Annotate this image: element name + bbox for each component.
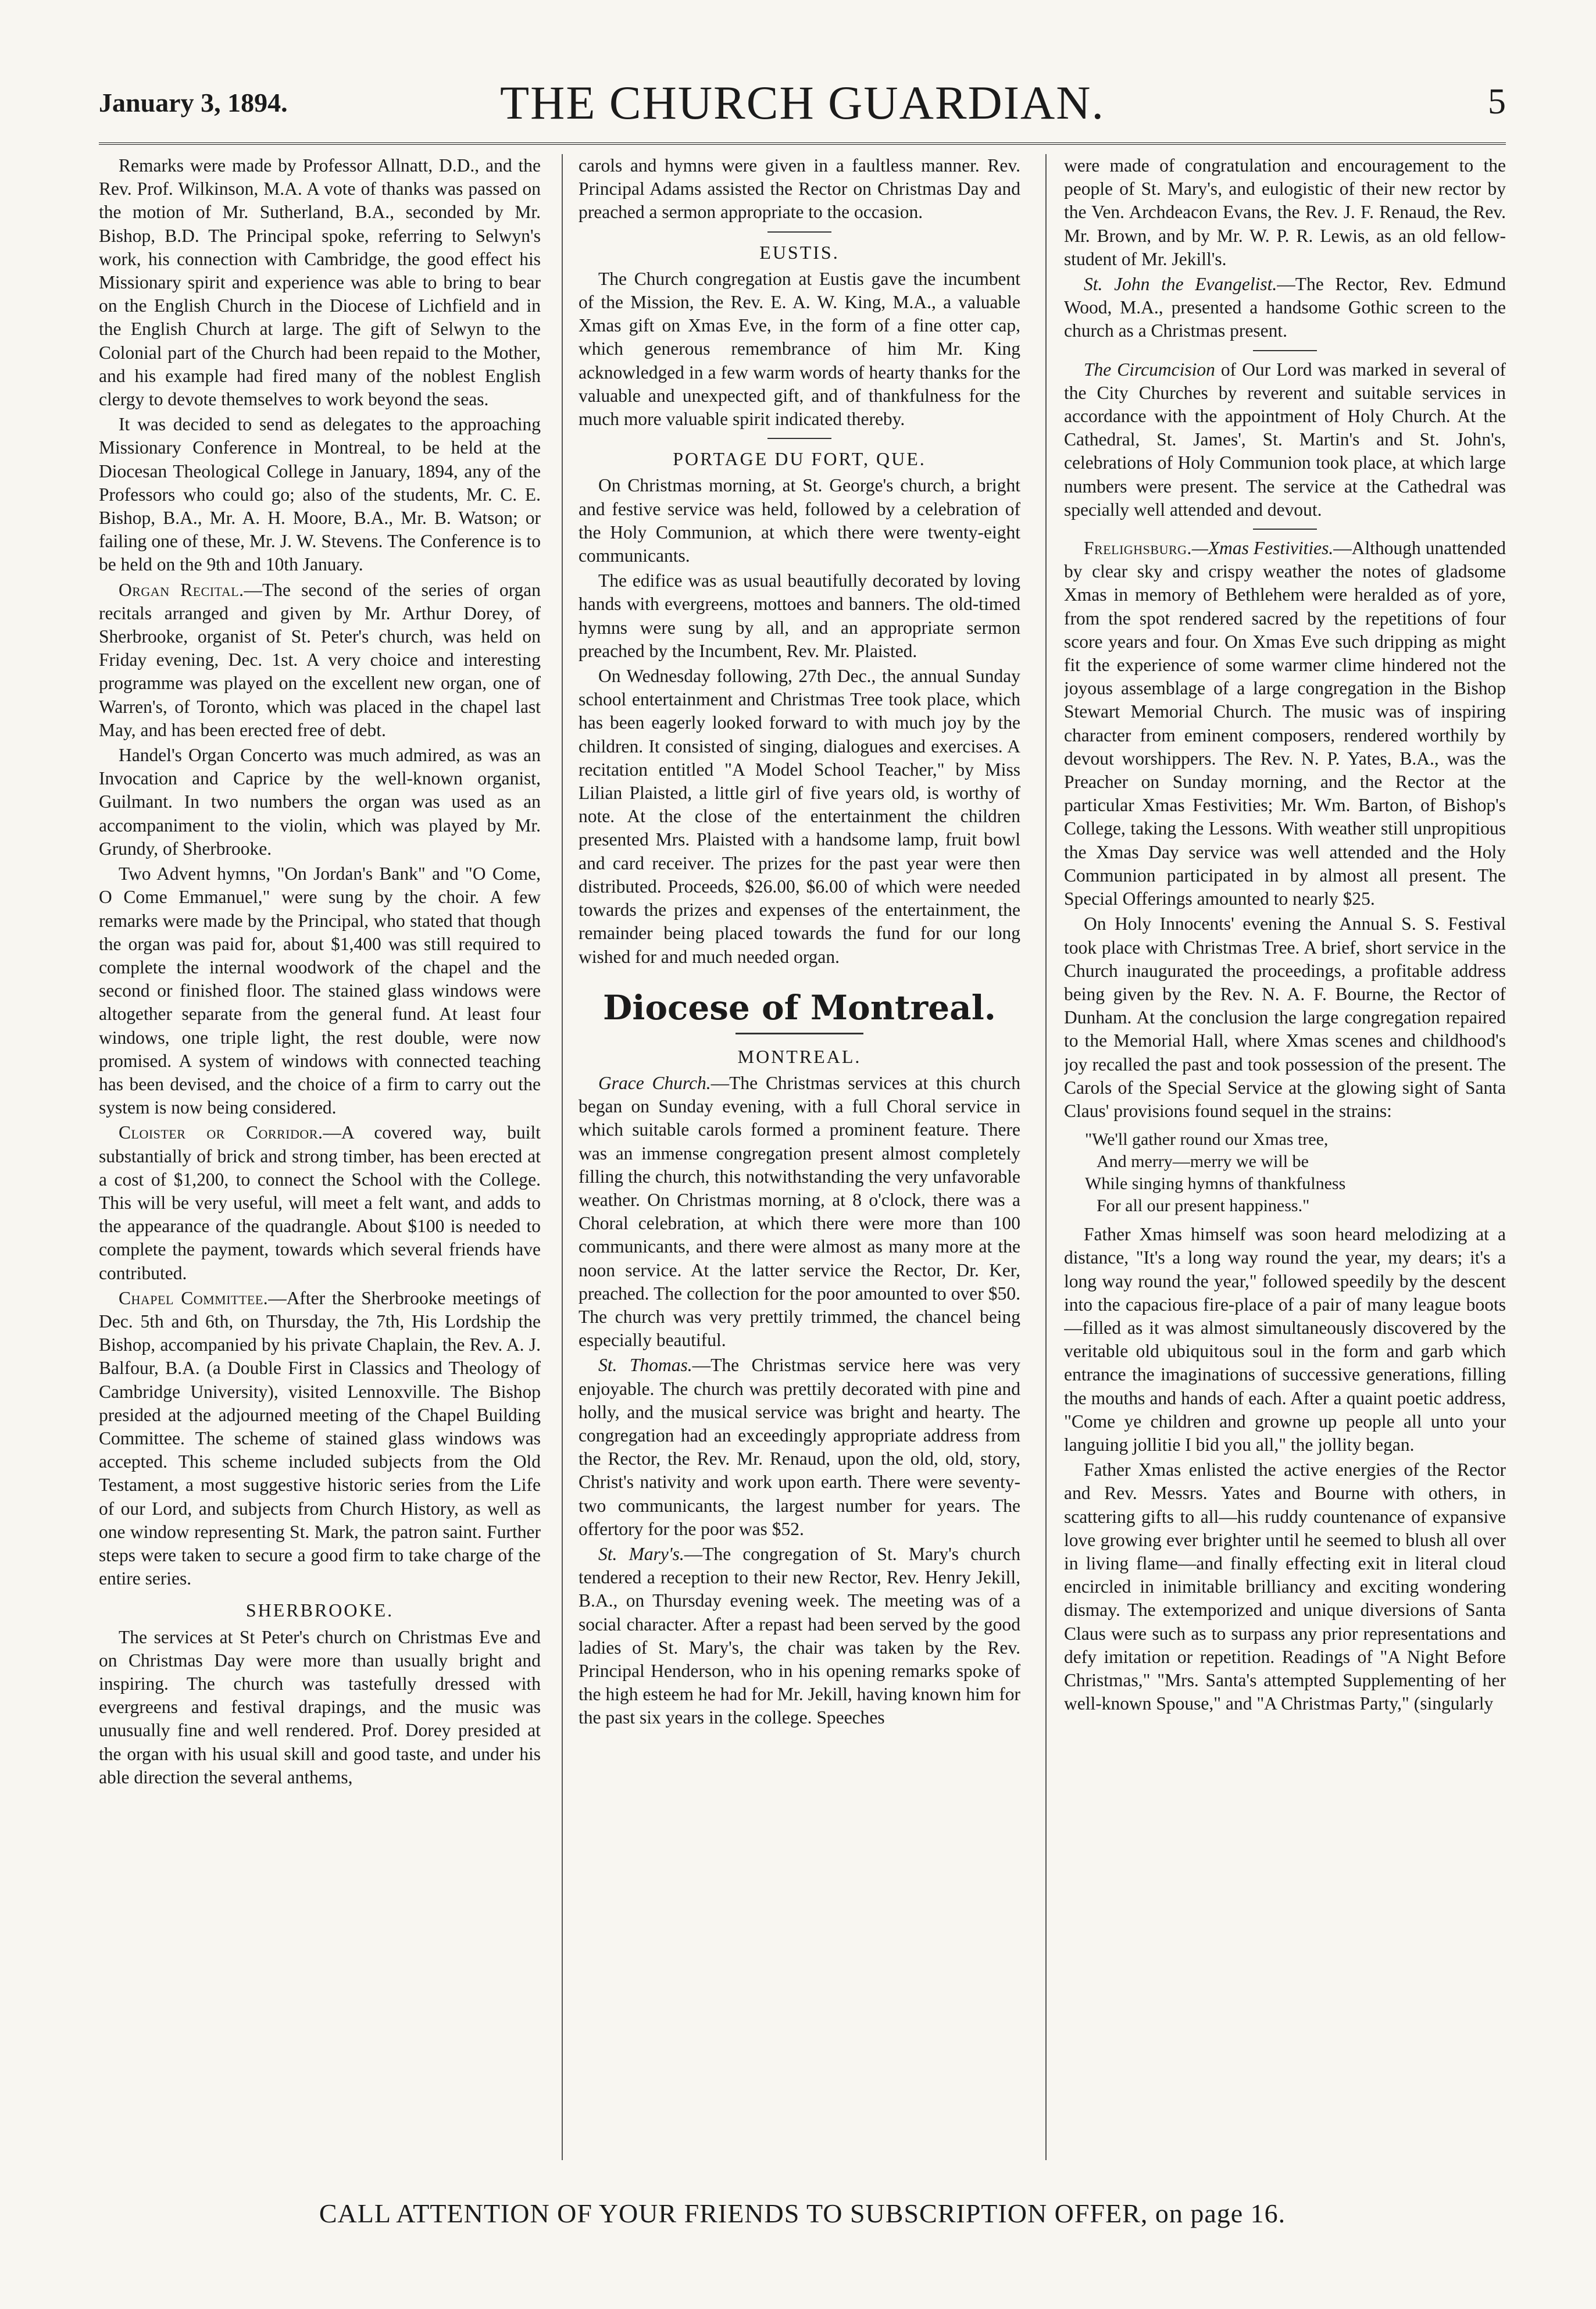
- column-divider: [1045, 154, 1047, 2160]
- article-paragraph: It was decided to send as delegates to the approaching Missionary Conference in Montreal, to be held at the Diocesan Theological College in January, 1894, any of the Professors who could go; also of the students, Mr. C. E. Bishop, B.A., Mr. A. H. Moore, B.A., Mr. B. Watson; or failing one of these, Mr. J. W. Stevens. The Conference is to be held on the 9th and 10th January.: [99, 414, 541, 575]
- column-3: [1064, 154, 1506, 2160]
- section-heading: PORTAGE DU FORT, QUE.: [673, 448, 926, 470]
- article-paragraph: Two Advent hymns, "On Jordan's Bank" and "O Come, O Come Emmanuel," were sung by the choir. A few remarks were made by the Principal, who stated that though the organ was paid for, about $1,400 was still required to complete the internal woodwork of the chapel and the second or finished floor. The stained glass windows were altogether separate from the general fund. At least four windows, one triple light, the rest double, were now promised. A system of windows with connected teaching has been devised, and the choice of a firm to carry out the system is now being considered.: [99, 863, 541, 1118]
- verse-line: While singing hymns of thankfulness: [1085, 1174, 1346, 1194]
- article-paragraph: [579, 1354, 1020, 1541]
- article-paragraph: [1064, 273, 1506, 343]
- subscription-footer: CALL ATTENTION OF YOUR FRIENDS TO SUBSCRIPTION OFFER, on page 16.: [319, 2199, 1286, 2228]
- paragraph-lead: St. Thomas.: [598, 1355, 692, 1376]
- column-divider: [562, 154, 563, 2160]
- paragraph-lead: Frelighsburg.: [1084, 538, 1192, 559]
- paragraph-text: —A covered way, built substantially of brick and strong timber, has been erected at a cost of $1,200, to connect the School with the College. This will be very useful, will meet a felt want, and adds to the appearance of the quadrangle. About $100 is needed to complete the payment, towards which several friends have contributed.: [99, 1122, 541, 1283]
- article-paragraph: [99, 1287, 541, 1591]
- paragraph-lead: St. John the Evangelist.: [1084, 274, 1277, 295]
- article-paragraph: Father Xmas himself was soon heard melodizing at a distance, "It's a long way round the year, my dears; it's a long way round the year," followed speedily by the descent into the capacious fire-place of a pair of many league boots—filled as it was almost simultaneously discovered by the veritable old ubiquitous soul in the form and garb which entrance the imaginations of successive generations, filling the mouths and hands of each. After a quaint poetic address, "Come ye children and growne up people all unto your languing jollitie I bid you all," the jollity began.: [1064, 1224, 1506, 1455]
- header-rule: [99, 142, 1506, 145]
- section-heading: EUSTIS.: [759, 241, 840, 263]
- diocese-heading: Diocese of Montreal.: [603, 987, 996, 1027]
- section-divider: [767, 438, 831, 439]
- paragraph-text: —The congregation of St. Mary's church tendered a reception to their new Rector, Rev. Henry Jekill, B.A., on Thursday evening week. The meeting was of a social character. After a repast had been served by the good ladies of St. Mary's, the chair was taken by the Rev. Principal Henderson, who in his opening remarks spoke of the high esteem he had for Mr. Jekill, having known him for the past six years in the college. Speeches: [579, 1543, 1020, 1728]
- issue-date: January 3, 1894.: [99, 88, 288, 117]
- paragraph-lead: St. Mary's.: [598, 1543, 684, 1564]
- article-paragraph: Father Xmas enlisted the active energies of the Rector and Rev. Messrs. Yates and Bourne with others, in scattering gifts to all—his ruddy countenance of expansive love growing ever brighter until he seemed to blush all over in living flame—and finally effecting exit in literal cloud encircled in inimitable brilliancy and exciting wondering dismay. The extemporized and unique diversions of Santa Claus were such as to surpass any prior representations and defy imitation or repetition. Readings of "A Night Before Christmas," "Mrs. Santa's attempted Supplementing of her well-known Spouse," and "A Christmas Party," (singularly: [1064, 1459, 1506, 1714]
- article-paragraph: [1064, 358, 1506, 522]
- paragraph-lead: The Circumcision: [1084, 359, 1215, 380]
- paragraph-text: of Our Lord was marked in several of the City Churches by reverent and suitable services in accordance with the appointment of Holy Church. At the Cathedral, St. James', St. Martin's and St. John's, celebrations of Holy Communion took place, at which large numbers were present. The service at the Cathedral was specially well attended and devout.: [1064, 359, 1506, 520]
- paragraph-text: —After the Sherbrooke meetings of Dec. 5th and 6th, on Thursday, the 7th, His Lordship the Bishop, accompanied by his private Chaplain, the Rev. A. J. Balfour, B.A. (a Double First in Classics and Theology of Cambridge University), visited Lennoxville. The Bishop presided at the adjourned meeting of the Chapel Building Committee. The scheme of stained glass windows was accepted. This scheme included subjects from the Old Testament, a most suggestive historic series from the Life of our Lord, and subjects from Church History, as well as one window representing St. Mark, the patron saint. Further steps were taken to secure a good firm to take charge of the entire series.: [99, 1287, 541, 1589]
- article-paragraph: [99, 1121, 541, 1284]
- article-paragraph: carols and hymns were given in a faultless manner. Rev. Principal Adams assisted the Rector on Christmas Day and preached a sermon appropriate to the occasion.: [579, 155, 1020, 223]
- newspaper-title: THE CHURCH GUARDIAN.: [500, 76, 1105, 129]
- article-paragraph: Handel's Organ Concerto was much admired, as was an Invocation and Caprice by the well-known organist, Guilmant. In two numbers the organ was used as an accompaniment to the violin, which was played by Mr. Grundy, of Sherbrooke.: [99, 745, 541, 859]
- section-heading: MONTREAL.: [737, 1045, 862, 1067]
- paragraph-lead: Organ Recital.: [119, 579, 244, 600]
- paragraph-lead-italic: —Xmas Festivities.: [1191, 538, 1334, 559]
- page-number: 5: [1488, 82, 1506, 122]
- paragraph-text: —The second of the series of organ recitals arranged and given by Mr. Arthur Dorey, of Sherbrooke, organist of St. Peter's church, was held on Friday evening, Dec. 1st. A very choice and interesting programme was played on the excellent new organ, one of Warren's, of Toronto, which was placed in the chapel last May, and has been erected free of debt.: [99, 579, 541, 740]
- paragraph-lead: Chapel Committee.: [119, 1287, 269, 1308]
- article-paragraph: The edifice was as usual beautifully decorated by loving hands with evergreens, mottoes and banners. The old-timed hymns were sung by all, and an appropriate sermon preached by the Incumbent, Rev. Mr. Plaisted.: [579, 570, 1020, 661]
- article-paragraph: On Holy Innocents' evening the Annual S. S. Festival took place with Christmas Tree. A brief, short service in the Church inaugurated the proceedings, a profitable address being given by the Rev. N. A. F. Bourne, the Rector of Dunham. At the conclusion the large congregation repaired to the Memorial Hall, where Xmas scenes and childhood's joy recalled the past and took possession of the present. The Carols of the Special Service at the glowing sight of Santa Claus' provisions found sequel in the strains:: [1064, 913, 1506, 1121]
- article-paragraph: Remarks were made by Professor Allnatt, D.D., and the Rev. Prof. Wilkinson, M.A. A vote of thanks was passed on the motion of Mr. Sutherland, B.A., seconded by Mr. Bishop, B.D. The Principal spoke, referring to Selwyn's work, his connection with Cambridge, the good effect his Missionary spirit and experience was able to bring to bear on the English Church in the Diocese of Lichfield and in the English Church at large. The gift of Selwyn to the Colonial part of the Church had been repaid to the Mother, and his example had fired many of the noblest English clergy to devote themselves to work beyond the seas.: [99, 155, 541, 410]
- paragraph-text: —The Christmas services at this church began on Sunday evening, with a full Choral service in which suitable carols formed a prominent feature. There was an immense congregation present almost completely filling the church, this notwithstanding the very unfavorable weather. On Christmas morning, at 8 o'clock, there was a Choral celebration, at which there were more than 100 communicants, and there were almost as many more at the noon service. At the latter service the Rector, Dr. Ker, preached. The collection for the poor amounted to over $50. The church was very prettily trimmed, the chancel being especially beautiful.: [579, 1072, 1020, 1351]
- section-divider: [767, 231, 831, 233]
- column-2: [579, 154, 1020, 2160]
- paragraph-text: —The Christmas service here was very enjoyable. The church was prettily decorated with pine and holly, and the musical service was bright and hearty. The congregation had an exceedingly appropriate address from the Rector, the Rev. Mr. Renaud, upon the old, old, story, Christ's nativity and work upon earth. There were seventy-two communicants, the largest number for years. The offertory for the poor was $52.: [579, 1355, 1020, 1539]
- column-1: [99, 154, 541, 2160]
- paragraph-text: —Although unattended by clear sky and crispy weather the notes of gladsome Xmas in memory of Bethlehem were heralded as of yore, from the spot rendered sacred by the repetitions of four score years and four. On Xmas Eve such dripping as might fit the experience of some warmer clime hindered not the joyous assemblage of a large congregation in the Bishop Stewart Memorial Church. The music was of inspiring character from eminent composers, rendered worthily by devout worshippers. The Rev. N. P. Yates, B.A., was the Preacher on Sunday morning, and the Rector at the particular Xmas Festivities; Mr. Wm. Barton, of Bishop's College, taking the Lessons. With weather still unpropitious the Xmas Day service was well attended and the Holy Communion participated in by almost all present. The Special Offerings amounted to nearly $25.: [1064, 538, 1506, 909]
- section-heading: SHERBROOKE.: [245, 1600, 394, 1621]
- section-divider: [1253, 529, 1317, 530]
- section-divider: [1253, 350, 1317, 351]
- paragraph-lead: Cloister or Corridor.: [119, 1122, 323, 1143]
- page-header: [99, 70, 1506, 140]
- section-divider: [735, 1033, 863, 1034]
- verse-line: For all our present happiness.": [1097, 1196, 1310, 1216]
- article-paragraph: On Christmas morning, at St. George's church, a bright and festive service was held, followed by a celebration of the Holy Communion, at which there were twenty-eight communicants.: [579, 475, 1020, 566]
- article-paragraph: [99, 579, 541, 742]
- paragraph-lead: Grace Church.: [598, 1072, 711, 1093]
- article-paragraph: The Church congregation at Eustis gave the incumbent of the Mission, the Rev. E. A. W. King, M.A., a valuable Xmas gift on Xmas Eve, in the form of a fine otter cap, which generous remembrance of him Mr. King acknowledged in a few warm words of hearty thanks for the valuable and unexpected gift, and of thankfulness for the much more valuable spirit indicated thereby.: [579, 268, 1020, 430]
- carol-verse: [1085, 1129, 1506, 1217]
- verse-line: "We'll gather round our Xmas tree,: [1085, 1130, 1329, 1150]
- article-paragraph: The services at St Peter's church on Christmas Eve and on Christmas Day were more than usually bright and inspiring. The church was tastefully dressed with evergreens and festival drapings, and the music was unusually fine and well rendered. Prof. Dorey presided at the organ with his usual skill and good taste, and under his able direction the several anthems,: [99, 1626, 541, 1787]
- verse-line: And merry—merry we will be: [1097, 1152, 1309, 1172]
- article-paragraph: [579, 1072, 1020, 1352]
- article-paragraph: [1064, 537, 1506, 911]
- article-paragraph: [579, 1543, 1020, 1730]
- article-paragraph: were made of congratulation and encouragement to the people of St. Mary's, and eulogistic of their new rector by the Ven. Archdeacon Evans, the Rev. J. F. Renaud, the Rev. Mr. Brown, and by Mr. W. P. R. Lewis, as an old fellow-student of Mr. Jekill's.: [1064, 155, 1506, 269]
- article-paragraph: On Wednesday following, 27th Dec., the annual Sunday school entertainment and Christmas Tree took place, which has been eagerly looked forward to with much joy by the children. It consisted of singing, dialogues and exercises. A recitation entitled "A Model School Teacher," by Miss Lilian Plaisted, a little girl of five years old, is worthy of note. At the close of the entertainment the children presented Mrs. Plaisted with a handsome lamp, fruit bowl and card receiver. The prizes for the past year were then distributed. Proceeds, $26.00, $6.00 of which were needed towards the prizes and expenses of the entertainment, the remainder being placed towards the fund for our long wished for and much needed organ.: [579, 666, 1020, 967]
- paragraph-text: —The Rector, Rev. Edmund Wood, M.A., presented a handsome Gothic screen to the church as a Christmas present.: [1064, 274, 1506, 341]
